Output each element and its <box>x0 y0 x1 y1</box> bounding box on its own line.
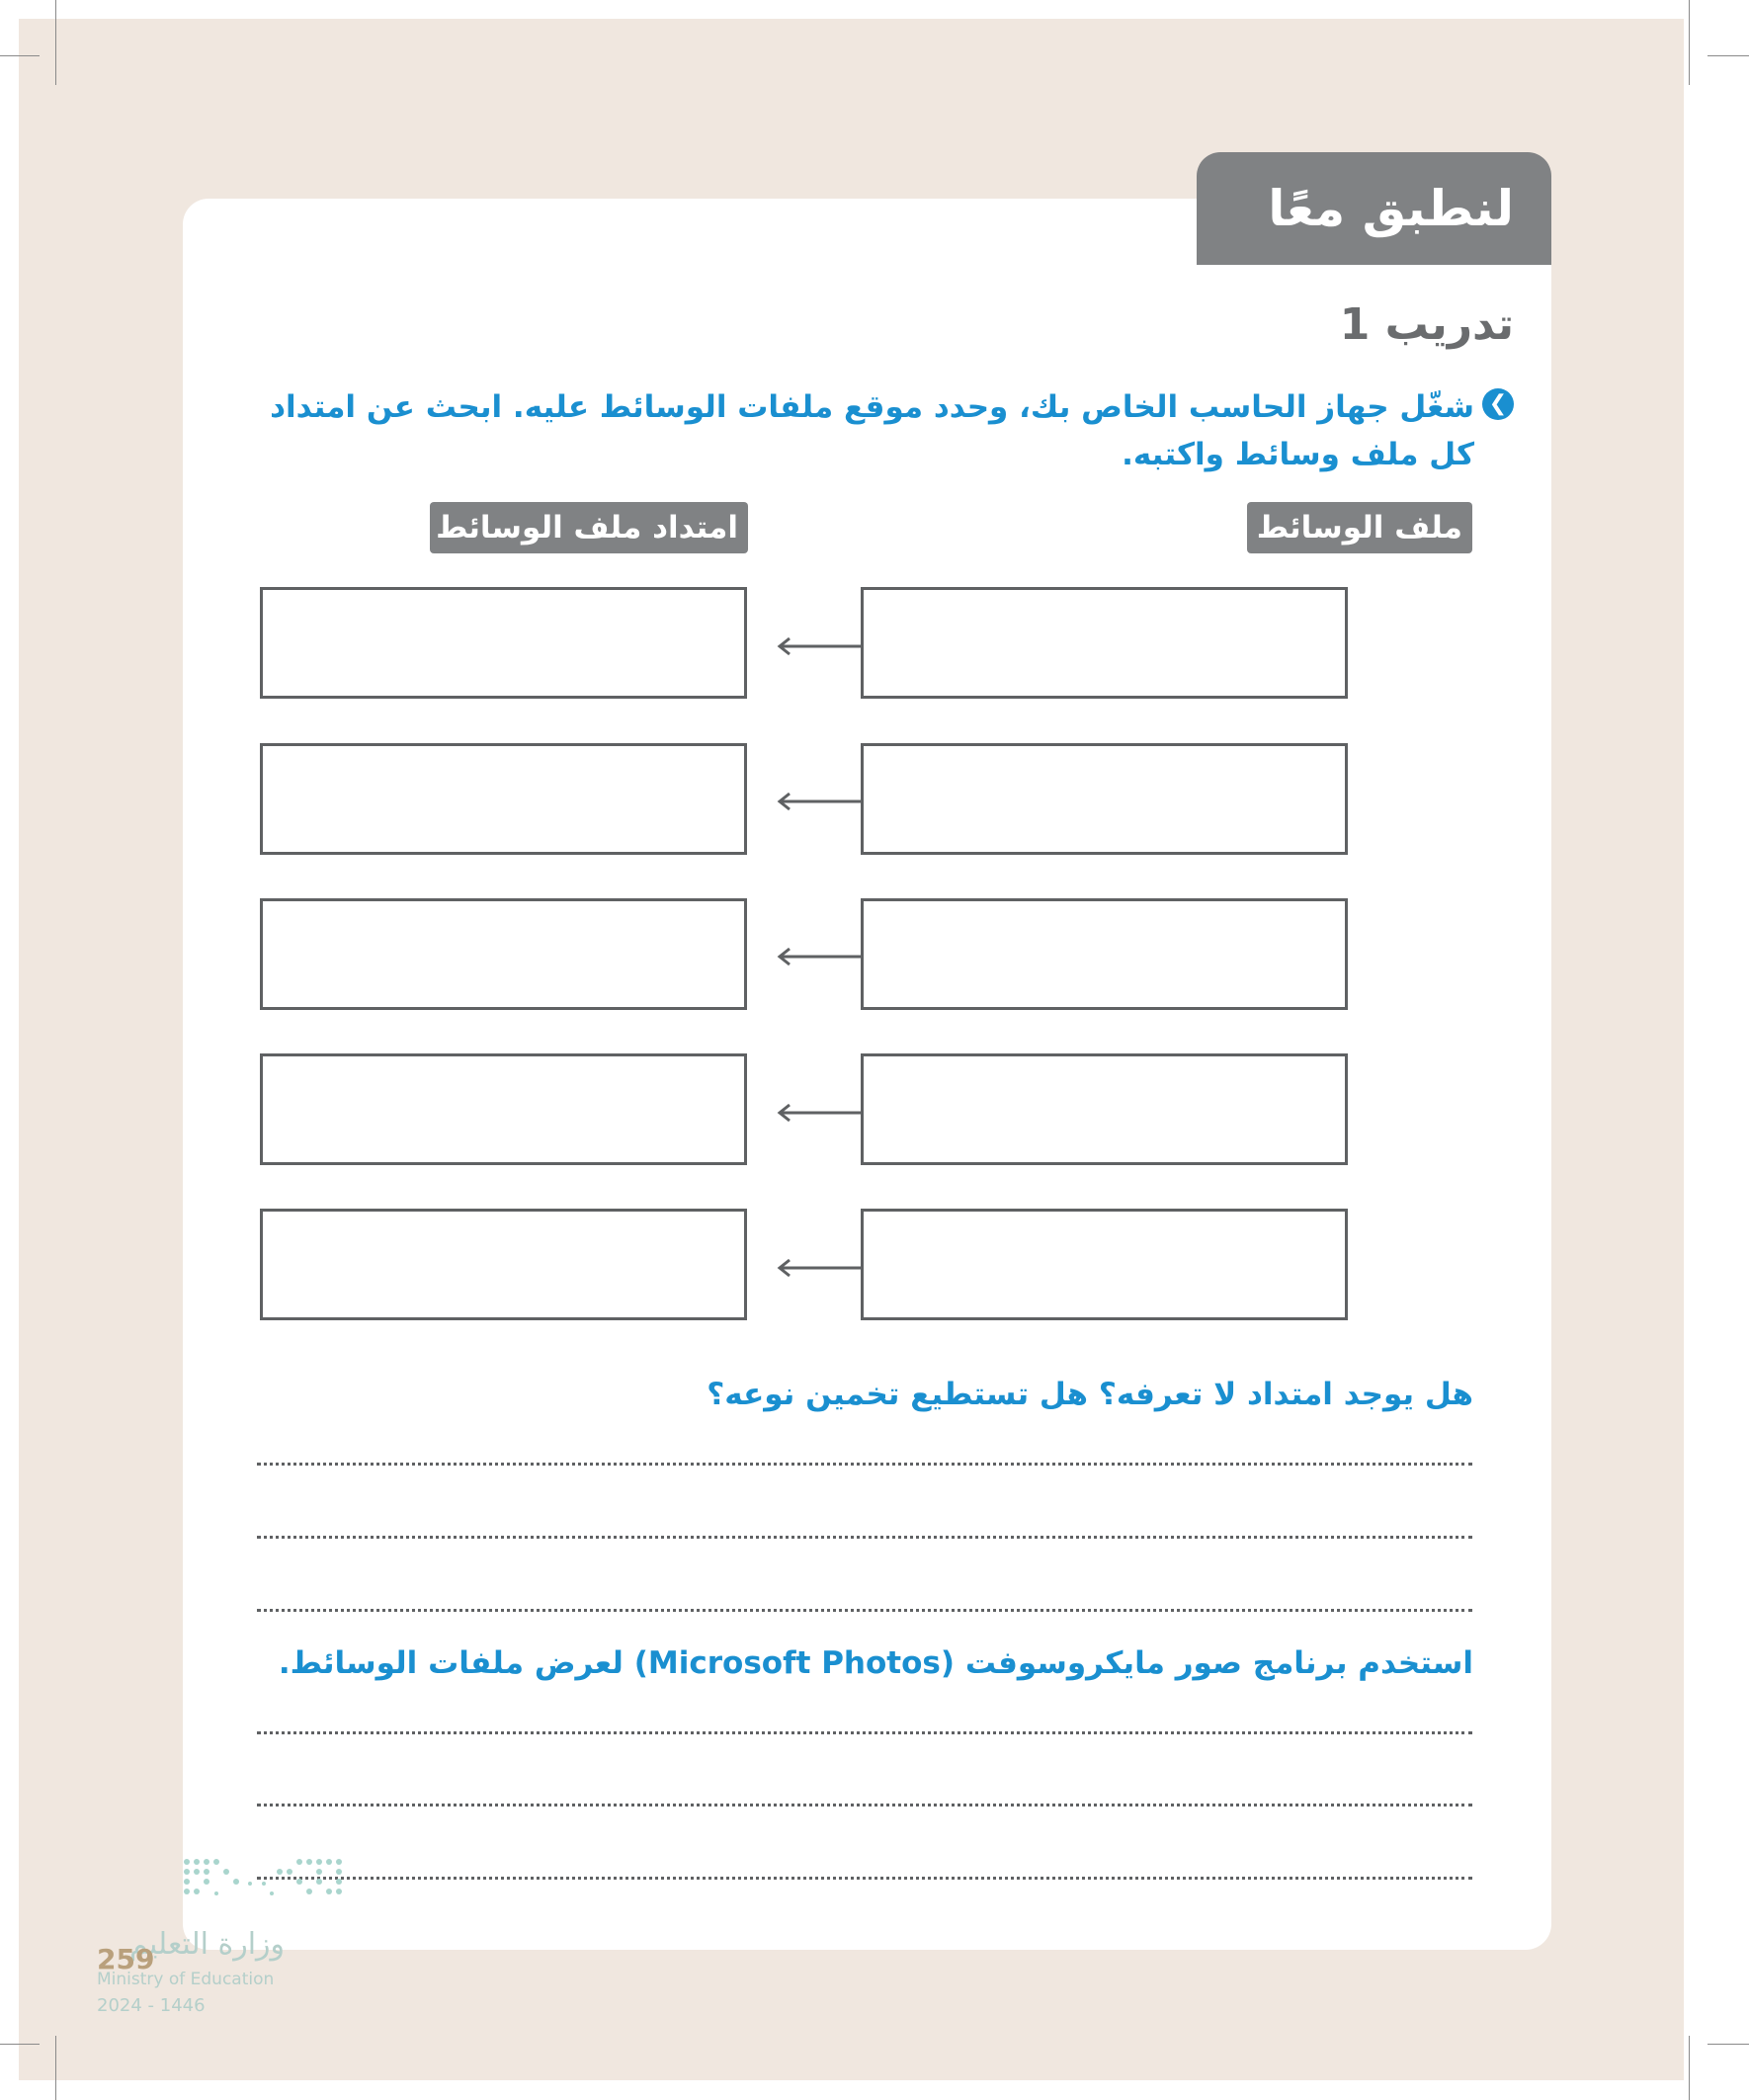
crop-mark <box>1689 2036 1690 2100</box>
crop-mark <box>1689 0 1690 85</box>
extension-input-box[interactable] <box>260 1209 747 1320</box>
exercise-title: تدريب 1 <box>1339 299 1514 350</box>
exercise-instruction: شغّل جهاز الحاسب الخاص بك، وحدد موقع ملفات الوسائط عليه. ابحث عن امتداد كل ملف وسائط واكتبه. <box>270 389 1474 472</box>
arrow-left-icon <box>776 947 861 966</box>
media-file-input-box[interactable] <box>861 1053 1348 1165</box>
section-banner <box>1197 152 1551 265</box>
crop-mark <box>55 2036 56 2100</box>
page-number: 259 <box>97 1943 155 1975</box>
media-file-input-box[interactable] <box>861 1209 1348 1320</box>
answer-line[interactable] <box>257 1804 1472 1806</box>
arrow-left-icon <box>776 1103 861 1123</box>
column-label-media-file: ملف الوسائط <box>1247 502 1472 553</box>
extension-input-box[interactable] <box>260 743 747 855</box>
arrow-left-icon <box>776 636 861 656</box>
crop-mark <box>0 2044 40 2045</box>
question-1: هل يوجد امتداد لا تعرفه؟ هل تستطيع تخمين نوعه؟ <box>707 1377 1473 1412</box>
crop-mark <box>55 0 56 85</box>
ministry-name-arabic: وزارة التعليم <box>129 1927 286 1962</box>
ministry-logo-icon <box>181 1856 349 1907</box>
crop-mark <box>0 55 40 56</box>
answer-line[interactable] <box>257 1609 1472 1612</box>
edition-year: 2024 - 1446 <box>97 1995 206 2016</box>
extension-input-box[interactable] <box>260 898 747 1010</box>
media-file-input-box[interactable] <box>861 743 1348 855</box>
crop-mark <box>1707 55 1749 56</box>
media-file-input-box[interactable] <box>861 587 1348 699</box>
banner-title: لنطبق معًا <box>1268 180 1514 237</box>
extension-input-box[interactable] <box>260 1053 747 1165</box>
arrow-left-icon <box>776 792 861 811</box>
answer-line[interactable] <box>257 1463 1472 1466</box>
extension-input-box[interactable] <box>260 587 747 699</box>
question-2: استخدم برنامج صور مايكروسوفت (Microsoft Photos) لعرض ملفات الوسائط. <box>278 1645 1473 1681</box>
arrow-left-icon <box>776 1258 861 1278</box>
column-label-extension: امتداد ملف الوسائط <box>430 502 748 553</box>
chevron-left-icon: ❮ <box>1482 388 1514 420</box>
answer-line[interactable] <box>257 1877 1472 1880</box>
media-file-input-box[interactable] <box>861 898 1348 1010</box>
answer-line[interactable] <box>257 1731 1472 1734</box>
ministry-name-english: Ministry of Education <box>97 1970 275 1989</box>
crop-mark <box>1707 2044 1749 2045</box>
answer-line[interactable] <box>257 1536 1472 1539</box>
